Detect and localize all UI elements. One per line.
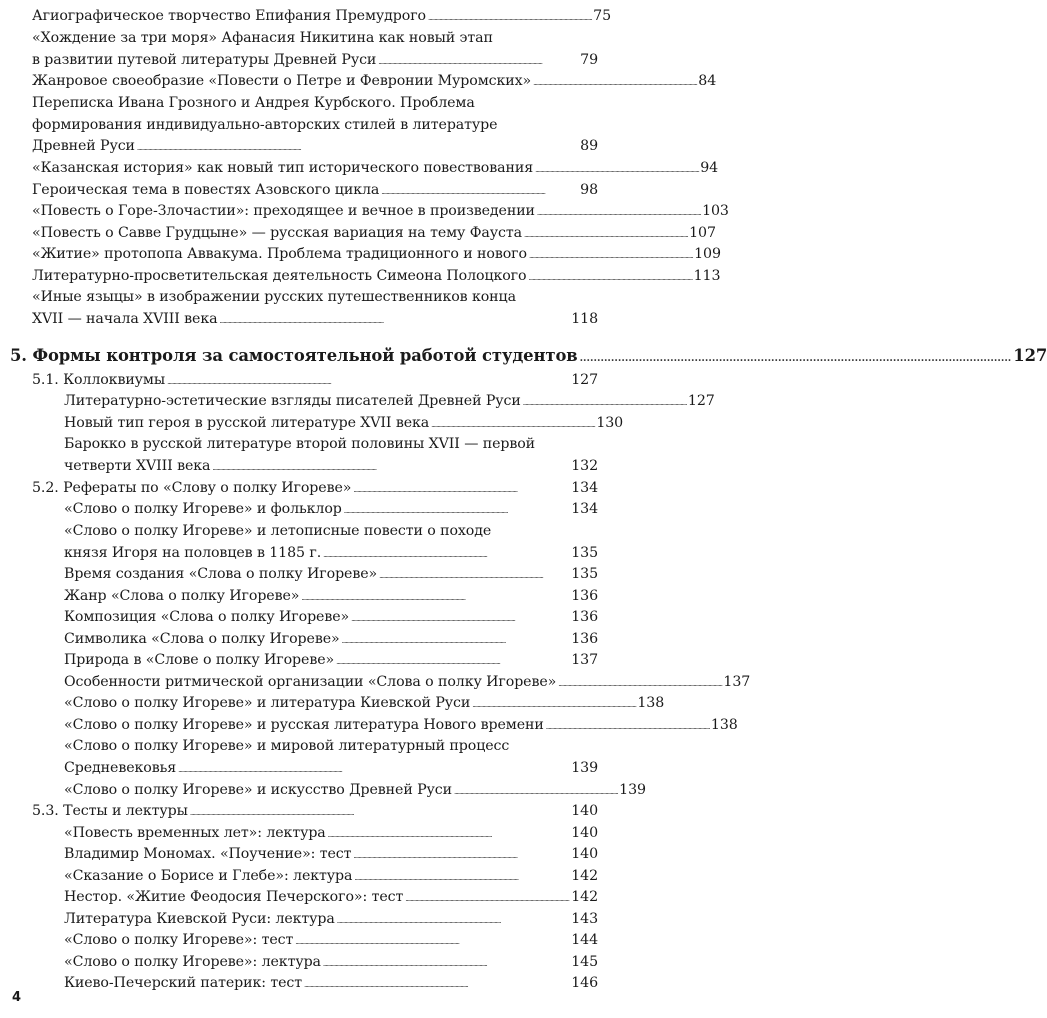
toc-entry-page: 134 <box>571 501 598 517</box>
toc-entry-page: 140 <box>571 803 598 819</box>
toc-subsection <box>32 801 598 825</box>
toc-entry-title: Древней Руси <box>32 138 135 155</box>
toc-entry <box>64 650 598 674</box>
dot-leader <box>529 244 692 268</box>
toc-entry-title: в развитии путевой литературы Древней Руси <box>32 51 377 68</box>
dot-leader <box>190 801 569 825</box>
toc-entry-title: 5.2. Рефераты по «Слову о полку Игореве» <box>32 480 352 496</box>
toc-entry-title: Жанровое своеобразие «Повести о Петре и Февронии Муромских» <box>32 73 532 89</box>
dot-leader <box>537 201 700 225</box>
toc-entry-title: 5.1. Коллоквиумы <box>32 372 166 388</box>
toc-entry <box>64 693 665 717</box>
toc-entry-page: 103 <box>702 203 729 219</box>
toc-entry <box>32 287 598 332</box>
toc-entry <box>64 607 598 631</box>
toc-entry-page: 137 <box>571 652 598 668</box>
toc-entry-title: Новый тип героя в русской литературе XVII века <box>64 415 430 431</box>
toc-entry-page: 79 <box>580 51 598 68</box>
toc-entry-title: Природа в «Слове о полку Игореве» <box>64 652 335 668</box>
toc-entry-page: 140 <box>571 825 598 841</box>
dot-leader <box>344 499 569 523</box>
dot-leader <box>405 887 569 911</box>
page-number: 4 <box>12 990 22 1005</box>
toc-entry-title: Героическая тема в повестях Азовского цикла <box>32 182 380 198</box>
toc-entry-title: XVII — начала XVIII века <box>32 310 218 327</box>
toc-entry <box>64 434 598 479</box>
dot-leader <box>336 650 569 674</box>
toc-entry-title: четверти XVIII века <box>64 457 211 474</box>
toc-entry-title: Агиографическое творчество Епифания Премудрого <box>32 8 426 24</box>
dot-leader <box>295 930 569 954</box>
dot-leader <box>304 973 569 997</box>
toc-entry-page: 94 <box>700 160 719 176</box>
toc-entry-title: «Слово о полку Игореве»: лектура <box>64 954 321 970</box>
toc-entry-page: 136 <box>571 609 598 625</box>
toc-entry-page: 142 <box>571 868 598 884</box>
dot-leader <box>323 543 569 567</box>
dot-leader <box>535 158 698 182</box>
toc-entry-page: 118 <box>571 310 598 327</box>
toc-entry <box>64 499 598 523</box>
toc-entry-page: 138 <box>637 695 665 711</box>
toc-entry-title: 5.3. Тесты и лектуры <box>32 803 188 819</box>
toc-entry <box>64 973 598 997</box>
toc-entry-page: 143 <box>571 911 598 927</box>
toc-entry-page: 135 <box>571 566 598 582</box>
dot-leader <box>533 71 696 95</box>
dot-leader <box>178 758 569 782</box>
toc-entry <box>64 844 598 868</box>
toc-entry-title: Литературно-просветительская деятельность Симеона Полоцкого <box>32 268 527 284</box>
toc-entry-page: 127 <box>571 372 598 388</box>
toc-entry-title: Киево-Печерский патерик: тест <box>64 975 303 991</box>
toc-entry-page: 139 <box>571 759 598 776</box>
toc-entry-page: 142 <box>571 889 598 905</box>
dot-leader <box>580 344 1012 370</box>
toc-entry <box>64 521 598 566</box>
toc-entry-title: Символика «Слова о полку Игореве» <box>64 631 340 647</box>
toc-entry <box>32 28 598 73</box>
toc-entry <box>64 564 598 588</box>
toc-entry-title: Композиция «Слова о полку Игореве» <box>64 609 350 625</box>
toc-entry-page: 98 <box>580 182 598 198</box>
toc-entry-title-line: формирования индивидуально-авторских стилей в литературе <box>32 116 498 133</box>
toc-entry-title: Нестор. «Житие Феодосия Печерского»: тест <box>64 889 404 905</box>
toc-entry-page: 140 <box>571 846 598 862</box>
toc-entry-page: 136 <box>571 631 598 647</box>
toc-entry-page: 107 <box>689 225 716 241</box>
toc-entry-page: 136 <box>571 588 598 604</box>
toc-entry-title-line: «Хождение за три моря» Афанасия Никитина как новый этап <box>32 30 493 46</box>
toc-entry-title: Литературно-эстетические взгляды писателей Древней Руси <box>64 393 521 409</box>
section-heading-page: 127 <box>1013 346 1047 365</box>
toc-entry-page: 109 <box>694 246 721 262</box>
dot-leader <box>428 6 591 30</box>
toc-entry-page: 139 <box>619 782 646 798</box>
toc-entry-title-line: «Иные языцы» в изображении русских путешественников конца <box>32 289 516 305</box>
dot-leader <box>137 136 578 160</box>
toc-entry-title: «Слово о полку Игореве» и литература Киевской Руси <box>64 695 471 711</box>
toc-entry-title-line: Барокко в русской литературе второй половины XVII — первой <box>64 436 536 452</box>
toc-entry-title: Средневековья <box>64 759 177 776</box>
section-heading <box>10 344 1047 370</box>
dot-leader <box>212 456 569 480</box>
toc-entry-title: «Житие» протопопа Аввакума. Проблема традиционного и нового <box>32 246 527 262</box>
toc-entry-page: 89 <box>580 138 598 155</box>
toc-entry-title: «Казанская история» как новый тип исторического повествования <box>32 160 534 176</box>
toc-entry-title-line: «Слово о полку Игореве» и мировой литературный процесс <box>64 738 510 754</box>
toc-entry <box>32 201 729 225</box>
section-heading-title: 5. Формы контроля за самостоятельной работой студентов <box>10 346 578 365</box>
toc-entry-page: 144 <box>571 932 598 948</box>
toc-entry-page: 84 <box>698 73 717 89</box>
toc-entry-page: 127 <box>687 393 715 409</box>
toc-entry-page: 134 <box>571 480 598 496</box>
dot-leader <box>351 607 569 631</box>
dot-leader <box>379 564 569 588</box>
toc-entry-title: «Слово о полку Игореве» и фольклор <box>64 501 342 517</box>
dot-leader <box>353 844 569 868</box>
toc-entry-title: Литература Киевской Руси: лектура <box>64 911 335 927</box>
toc-entry-title: «Повесть временных лет»: лектура <box>64 825 326 841</box>
dot-leader <box>472 693 635 717</box>
toc-entry-title-line: «Слово о полку Игореве» и летописные повести о походе <box>64 523 492 539</box>
toc-entry-title: Время создания «Слова о полку Игореве» <box>64 566 378 582</box>
toc-entry-page: 113 <box>693 268 721 284</box>
toc-entry-page: 146 <box>571 975 598 991</box>
toc-entry-page: 145 <box>571 954 598 970</box>
toc-entry <box>32 71 717 95</box>
toc-entry <box>32 6 612 30</box>
toc-entry-page: 135 <box>571 544 598 561</box>
toc-entry <box>64 887 598 911</box>
toc-entry <box>32 93 598 160</box>
toc-entry-page: 137 <box>723 674 751 690</box>
toc-entry-title: «Слово о полку Игореве» и русская литература Нового времени <box>64 717 544 733</box>
toc-entry-page: 138 <box>710 717 738 733</box>
toc-entry-title: Особенности ритмической организации «Слова о полку Игореве» <box>64 674 557 690</box>
toc-entry <box>32 244 721 268</box>
toc-entry <box>64 930 598 954</box>
toc-entry-title-line: Переписка Ивана Грозного и Андрея Курбского. Проблема <box>32 95 475 111</box>
dot-leader <box>219 309 569 333</box>
toc-entry-title: «Повесть о Горе-Злочастии»: преходящее и вечное в произведении <box>32 203 535 219</box>
toc-entry-title: Жанр «Слова о полку Игореве» <box>64 588 300 604</box>
toc-entry-title: «Повесть о Савве Грудцыне» — русская вариация на тему Фауста <box>32 225 522 241</box>
toc-entry-title: князя Игоря на половцев в 1185 г. <box>64 544 322 561</box>
toc-entry-page: 75 <box>593 8 612 24</box>
toc-entry-title: «Слово о полку Игореве»: тест <box>64 932 294 948</box>
toc-entry-page: 130 <box>596 415 624 431</box>
toc-entry-page: 132 <box>571 457 598 474</box>
toc-entry <box>32 158 719 182</box>
dot-leader <box>523 391 686 415</box>
toc-entry <box>64 736 598 781</box>
toc-entry-title: «Слово о полку Игореве» и искусство Древней Руси <box>64 782 452 798</box>
toc-entry <box>64 391 715 415</box>
toc-entry-title: Владимир Мономах. «Поучение»: тест <box>64 846 352 862</box>
dot-leader <box>378 50 578 74</box>
toc-entry-title: «Сказание о Борисе и Глебе»: лектура <box>64 868 353 884</box>
